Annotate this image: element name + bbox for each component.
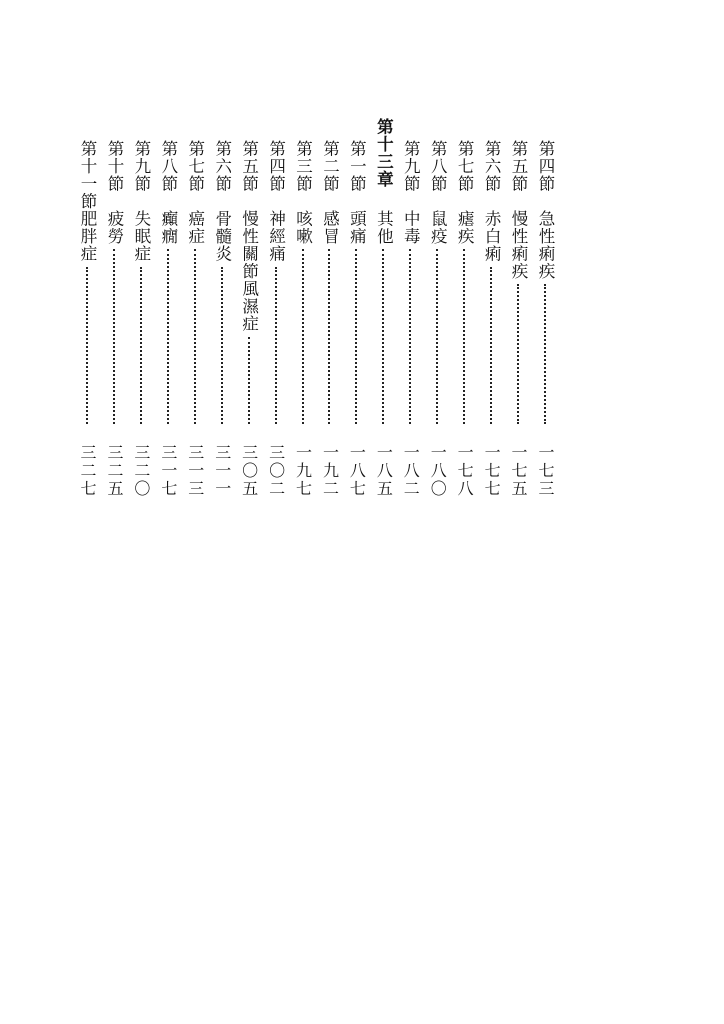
section-heading: 第六節 xyxy=(482,140,502,193)
section-heading: 第九節 xyxy=(401,140,421,193)
dot-leader xyxy=(517,284,519,424)
dot-leader xyxy=(113,249,115,424)
page-number: 三二〇 xyxy=(131,444,151,498)
toc-entry[interactable] xyxy=(76,118,98,498)
page-number: 一八二 xyxy=(401,444,421,498)
section-heading: 第八節 xyxy=(158,140,178,193)
toc-entry[interactable] xyxy=(453,118,475,498)
page-number: 一九七 xyxy=(293,444,313,498)
chapter-title: 其他 xyxy=(374,210,394,245)
dot-leader xyxy=(275,267,277,424)
page-number: 三〇五 xyxy=(239,444,259,498)
section-title: 癌症 xyxy=(185,210,205,245)
section-title: 急性痢疾 xyxy=(535,210,555,280)
section-title: 鼠疫 xyxy=(428,210,448,245)
toc-entry[interactable] xyxy=(292,118,314,498)
page-number: 三〇二 xyxy=(266,444,286,498)
section-title: 骨髓炎 xyxy=(212,210,232,263)
page-number: 三一一 xyxy=(212,444,232,498)
dot-leader xyxy=(302,249,304,424)
dot-leader xyxy=(463,249,465,424)
page-number: 三一七 xyxy=(158,444,178,498)
toc-entry[interactable] xyxy=(399,118,421,498)
section-title: 中毒 xyxy=(401,210,421,245)
page-number: 一七八 xyxy=(455,444,475,498)
table-of-contents xyxy=(76,118,556,498)
page-number: 一九二 xyxy=(320,444,340,498)
section-title: 慢性關節風濕症 xyxy=(239,210,259,333)
section-heading: 第十節 xyxy=(104,140,124,193)
dot-leader xyxy=(248,337,250,424)
section-heading: 第三節 xyxy=(293,140,313,193)
dot-leader xyxy=(167,249,169,424)
dot-leader xyxy=(409,249,411,424)
toc-entry[interactable] xyxy=(103,118,125,498)
page-number: 一八〇 xyxy=(428,444,448,498)
toc-entry[interactable] xyxy=(426,118,448,498)
page-number: 一八五 xyxy=(374,444,394,498)
dot-leader xyxy=(436,249,438,424)
dot-leader xyxy=(490,267,492,424)
section-title: 頭痛 xyxy=(347,210,367,245)
toc-entry[interactable] xyxy=(318,118,340,498)
section-heading: 第七節 xyxy=(185,140,205,193)
section-title: 瘧疾 xyxy=(455,210,475,245)
toc-entry[interactable] xyxy=(184,118,206,498)
toc-chapter-entry[interactable] xyxy=(372,118,394,498)
section-heading: 第五節 xyxy=(239,140,259,193)
section-heading: 第四節 xyxy=(535,140,555,193)
dot-leader xyxy=(194,249,196,424)
dot-leader xyxy=(328,249,330,424)
dot-leader xyxy=(140,267,142,424)
dot-leader xyxy=(221,267,223,424)
toc-entry[interactable] xyxy=(265,118,287,498)
section-title: 肥胖症 xyxy=(78,210,97,263)
toc-entry[interactable] xyxy=(157,118,179,498)
page-number: 一七五 xyxy=(509,444,528,498)
dot-leader xyxy=(382,249,384,424)
section-heading: 第八節 xyxy=(428,140,448,193)
toc-entry[interactable] xyxy=(130,118,152,498)
section-heading: 第七節 xyxy=(455,140,475,193)
page-number: 一八七 xyxy=(347,444,367,498)
page-number: 三二五 xyxy=(104,444,124,498)
section-title: 失眠症 xyxy=(131,210,151,263)
dot-leader xyxy=(355,249,357,424)
toc-entry[interactable] xyxy=(211,118,233,498)
chapter-heading: 第十三章 xyxy=(374,118,394,188)
section-title: 慢性痢疾 xyxy=(509,210,528,280)
page-number: 一七三 xyxy=(535,444,555,498)
section-heading: 第九節 xyxy=(131,140,151,193)
page-number: 一七七 xyxy=(482,444,502,498)
toc-entry[interactable] xyxy=(534,118,556,498)
section-heading: 第一節 xyxy=(347,140,367,193)
section-heading: 第十一節 xyxy=(78,140,97,210)
section-heading: 第四節 xyxy=(266,140,286,193)
toc-entry[interactable] xyxy=(507,118,529,498)
dot-leader xyxy=(86,267,88,424)
page-number: 三一三 xyxy=(185,444,205,498)
toc-entry[interactable] xyxy=(238,118,260,498)
section-title: 疲勞 xyxy=(104,210,124,245)
dot-leader xyxy=(544,284,546,424)
toc-entry[interactable] xyxy=(345,118,367,498)
toc-entry[interactable] xyxy=(480,118,502,498)
section-heading: 第二節 xyxy=(320,140,340,193)
page-number: 三二七 xyxy=(78,444,97,498)
section-title: 赤白痢 xyxy=(482,210,502,263)
section-title: 咳嗽 xyxy=(293,210,313,245)
section-title: 感冒 xyxy=(320,210,340,245)
section-heading: 第六節 xyxy=(212,140,232,193)
section-title: 神經痛 xyxy=(266,210,286,263)
section-heading: 第五節 xyxy=(509,140,528,193)
section-title: 癲癇 xyxy=(158,210,178,245)
